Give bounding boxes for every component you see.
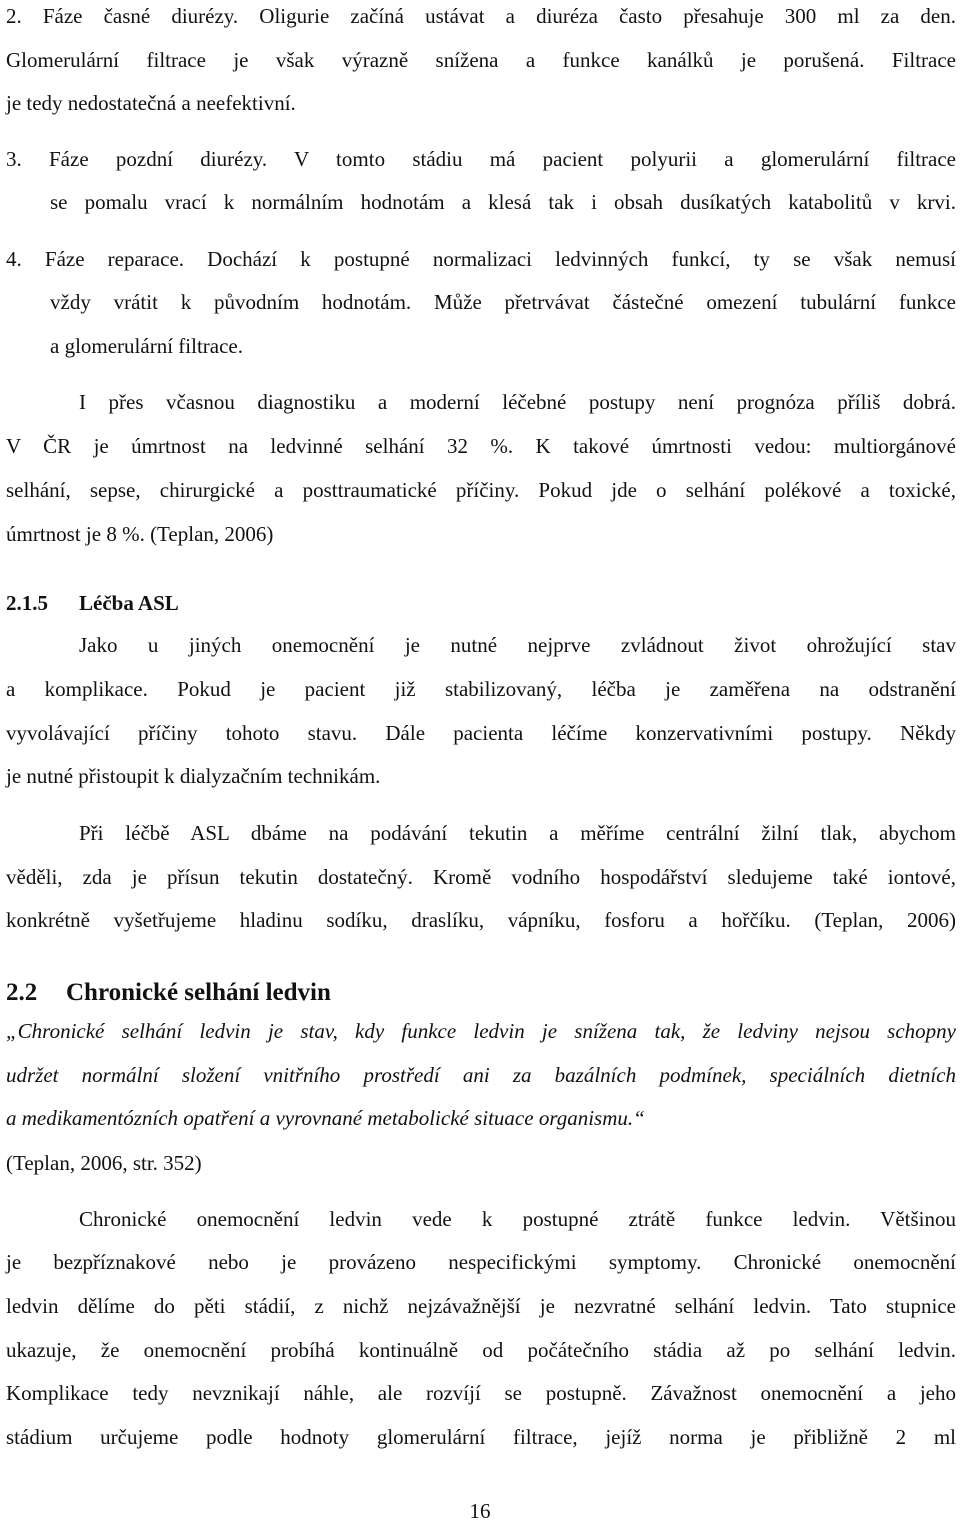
section-heading-2-1-5 (6, 590, 179, 616)
text-line: a glomerulární filtrace. (50, 334, 243, 358)
quote-line: udržet normální složení vnitřního prostředí ani za bazálních podmínek, speciálních dietních (6, 1063, 956, 1087)
text-line: Komplikace tedy nevznikají náhle, ale rozvíjí se postupně. Závažnost onemocnění a jeho (6, 1381, 956, 1405)
text-line: Chronické onemocnění ledvin vede k postupné ztrátě funkce ledvin. Většinou (79, 1207, 956, 1231)
text-line: a komplikace. Pokud je pacient již stabilizovaný, léčba je zaměřena na odstranění (6, 677, 956, 701)
text-line: se pomalu vrací k normálním hodnotám a klesá tak i obsah dusíkatých katabolitů v krvi. (50, 190, 956, 214)
heading-number: 2.2 (6, 979, 38, 1006)
text-line: konkrétně vyšetřujeme hladinu sodíku, draslíku, vápníku, fosforu a hořčíku. (Teplan, 2006) (6, 908, 956, 932)
text-line: stádium určujeme podle hodnoty glomerulární filtrace, jejíž norma je přibližně 2 ml (6, 1425, 956, 1449)
page-number: 16 (469, 1499, 491, 1523)
text-line: úmrtnost je 8 %. (Teplan, 2006) (6, 522, 274, 546)
text-line: V ČR je úmrtnost na ledvinné selhání 32 %. K takové úmrtnosti vedou: multiorgánové (6, 434, 956, 458)
text-line: I přes včasnou diagnostiku a moderní léčebné postupy není prognóza příliš dobrá. (79, 390, 956, 414)
heading-title: Léčba ASL (79, 591, 179, 615)
text-line: 2. Fáze časné diurézy. Oligurie začíná ustávat a diuréza často přesahuje 300 ml za den. (6, 4, 956, 28)
quote-line: „Chronické selhání ledvin je stav, kdy funkce ledvin je snížena tak, že ledviny nejsou schopny (6, 1019, 956, 1043)
text-line: selhání, sepse, chirurgické a posttraumatické příčiny. Pokud jde o selhání polékové a toxické, (6, 478, 956, 502)
citation-line: (Teplan, 2006, str. 352) (6, 1151, 202, 1175)
heading-title: Chronické selhání ledvin (66, 979, 331, 1006)
text-line: 3. Fáze pozdní diurézy. V tomto stádiu má pacient polyurii a glomerulární filtrace (6, 147, 956, 171)
text-line: je tedy nedostatečná a neefektivní. (6, 91, 296, 115)
quote-line: a medikamentózních opatření a vyrovnané metabolické situace organismu.“ (6, 1106, 645, 1130)
text-line: je bezpříznakové nebo je provázeno nespecifickými symptomy. Chronické onemocnění (6, 1250, 956, 1274)
text-line: věděli, zda je přísun tekutin dostatečný. Kromě vodního hospodářství sledujeme také iontové, (6, 865, 956, 889)
text-line: je nutné přistoupit k dialyzačním technikám. (6, 764, 381, 788)
text-line: ukazuje, že onemocnění probíhá kontinuálně od počátečního stádia až po selhání ledvin. (6, 1338, 956, 1362)
section-heading-2-2 (6, 978, 331, 1008)
text-line: 4. Fáze reparace. Dochází k postupné normalizaci ledvinných funkcí, ty se však nemusí (6, 247, 956, 271)
text-line: Glomerulární filtrace je však výrazně snížena a funkce kanálků je porušená. Filtrace (6, 48, 956, 72)
text-line: Při léčbě ASL dbáme na podávání tekutin a měříme centrální žilní tlak, abychom (79, 821, 956, 845)
text-line: vyvolávající příčiny tohoto stavu. Dále pacienta léčíme konzervativními postupy. Někdy (6, 721, 956, 745)
text-line: ledvin dělíme do pěti stádií, z nichž nejzávažnější je nezvratné selhání ledvin. Tato stupnice (6, 1294, 956, 1318)
text-line: Jako u jiných onemocnění je nutné nejprve zvládnout život ohrožující stav (79, 633, 956, 657)
heading-number: 2.1.5 (6, 591, 48, 615)
text-line: vždy vrátit k původním hodnotám. Může přetrvávat částečné omezení tubulární funkce (50, 290, 956, 314)
